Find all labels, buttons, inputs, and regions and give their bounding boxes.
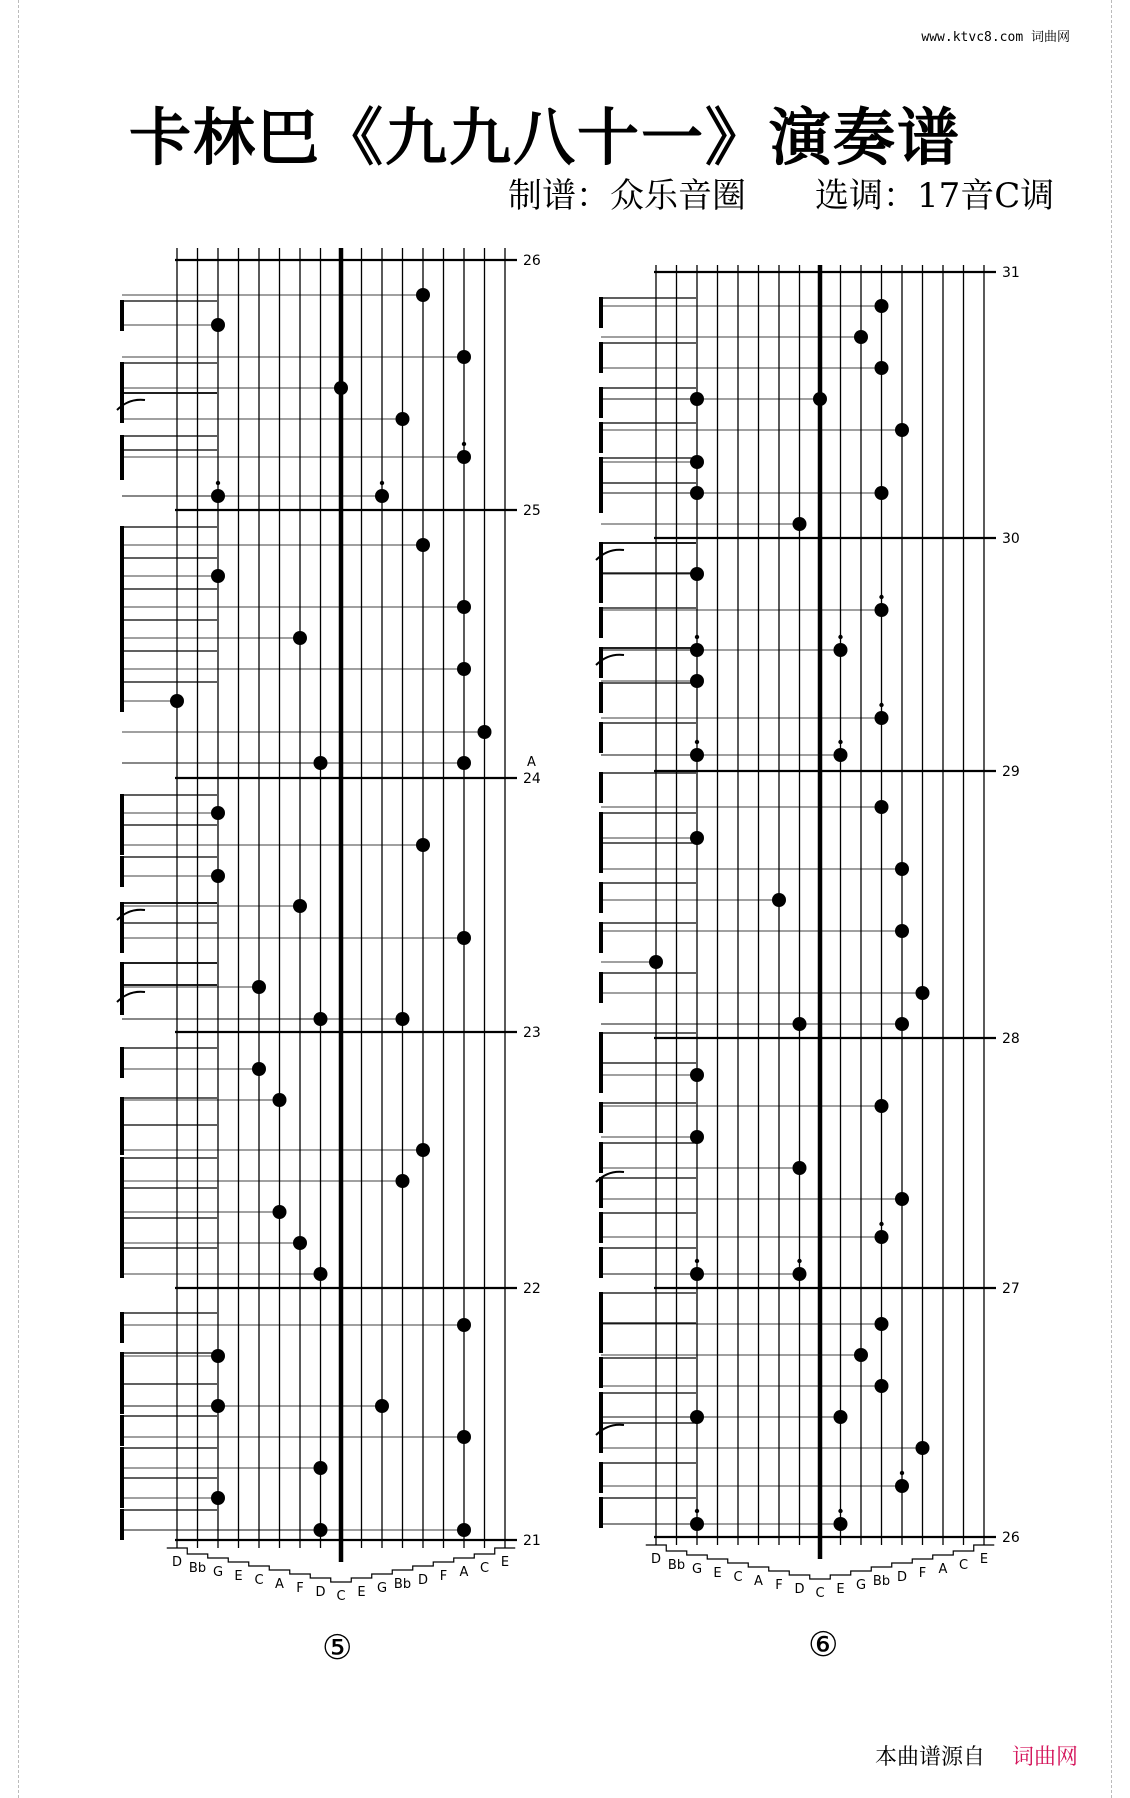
note-dot: [895, 1017, 909, 1031]
note-dot: [793, 1267, 807, 1281]
note-dot: [875, 361, 889, 375]
note-dot: [875, 299, 889, 313]
octave-dot: [216, 481, 220, 485]
tine-label: D: [650, 1552, 662, 1567]
panel-number-6: ⑥: [808, 1625, 839, 1665]
note-dot: [252, 980, 266, 994]
arranger-label: 制谱：众乐音圈: [508, 176, 746, 216]
tine-label: C: [479, 1561, 490, 1576]
note-dot: [457, 600, 471, 614]
octave-dot: [380, 481, 384, 485]
note-dot: [895, 924, 909, 938]
measure-number: 26: [1002, 1530, 1020, 1546]
note-dot: [211, 1491, 225, 1505]
note-dot: [690, 455, 704, 469]
note-dot: [252, 1062, 266, 1076]
note-dot: [690, 831, 704, 845]
octave-dot: [462, 442, 466, 446]
tine-label: G: [376, 1581, 388, 1596]
note-dot: [396, 1174, 410, 1188]
panel-number-5: ⑤: [322, 1628, 353, 1668]
tine-label: F: [918, 1566, 927, 1581]
tine-label: E: [836, 1582, 845, 1597]
note-dot: [457, 350, 471, 364]
octave-dot: [838, 635, 842, 639]
score-panel-6: [596, 265, 1020, 1601]
note-dot: [875, 1230, 889, 1244]
measure-number: 26: [523, 253, 541, 269]
note-dot: [211, 806, 225, 820]
note-dot: [457, 756, 471, 770]
note-dot: [457, 662, 471, 676]
octave-dot: [695, 1509, 699, 1513]
measure-number: 23: [523, 1025, 541, 1041]
note-dot: [895, 1479, 909, 1493]
measure-number: 21: [523, 1533, 541, 1549]
octave-dot: [695, 1259, 699, 1263]
note-dot: [314, 1267, 328, 1281]
tine-label: F: [775, 1578, 783, 1593]
tine-label: C: [254, 1573, 264, 1588]
note-dot: [416, 838, 430, 852]
tine-label: Bb: [188, 1561, 207, 1576]
octave-dot: [695, 635, 699, 639]
note-dot: [457, 1430, 471, 1444]
octave-dot: [900, 1471, 904, 1475]
note-dot: [854, 330, 868, 344]
note-dot: [416, 288, 430, 302]
note-dot: [293, 631, 307, 645]
tine-label: A: [459, 1565, 469, 1580]
note-dot: [895, 862, 909, 876]
tine-label: C: [336, 1589, 346, 1604]
measure-number: 27: [1002, 1281, 1020, 1297]
note-dot: [478, 725, 492, 739]
note-dot: [875, 800, 889, 814]
octave-dot: [695, 740, 699, 744]
site-name: 词曲网: [1030, 30, 1070, 45]
note-dot: [772, 893, 786, 907]
note-dot: [834, 643, 848, 657]
tine-label: C: [958, 1558, 969, 1573]
tine-label: C: [815, 1586, 825, 1601]
tine-label: F: [439, 1569, 448, 1584]
note-dot: [834, 748, 848, 762]
tine-label: D: [794, 1582, 805, 1597]
note-dot: [916, 986, 930, 1000]
note-dot: [895, 1192, 909, 1206]
note-dot: [793, 1161, 807, 1175]
tine-label: D: [417, 1573, 429, 1588]
note-dot: [793, 517, 807, 531]
tine-label: E: [979, 1552, 989, 1567]
note-dot: [854, 1348, 868, 1362]
tine-label: Bb: [393, 1577, 412, 1592]
tine-label: D: [171, 1555, 183, 1570]
tine-label: G: [212, 1565, 224, 1580]
octave-dot: [838, 1509, 842, 1513]
note-dot: [334, 381, 348, 395]
note-dot: [211, 869, 225, 883]
note-dot: [396, 1012, 410, 1026]
measure-number: 28: [1002, 1031, 1020, 1047]
note-dot: [211, 569, 225, 583]
tine-label: A: [938, 1562, 948, 1577]
note-dot: [875, 486, 889, 500]
site-url: www.ktvc8.com: [921, 30, 1024, 45]
octave-dot: [879, 595, 883, 599]
measure-number: 22: [523, 1281, 541, 1297]
tine-label: E: [713, 1566, 722, 1581]
note-dot: [690, 486, 704, 500]
tine-label: G: [691, 1562, 703, 1577]
note-dot: [375, 1399, 389, 1413]
tine-label: E: [500, 1555, 510, 1570]
note-dot: [314, 1461, 328, 1475]
measure-number: 24: [523, 771, 541, 787]
note-dot: [457, 1523, 471, 1537]
note-dot: [457, 931, 471, 945]
key-label: 选调：17音C调: [815, 176, 1055, 216]
note-dot: [170, 694, 184, 708]
note-dot: [457, 450, 471, 464]
tine-label: A: [275, 1577, 284, 1592]
note-dot: [690, 567, 704, 581]
note-dot: [875, 1379, 889, 1393]
note-dot: [875, 603, 889, 617]
note-dot: [293, 1236, 307, 1250]
note-dot: [875, 711, 889, 725]
tine-label: G: [855, 1578, 867, 1593]
note-dot: [875, 1099, 889, 1113]
note-dot: [457, 1318, 471, 1332]
footer-site: 词曲网: [1012, 1745, 1079, 1770]
note-dot: [273, 1205, 287, 1219]
measure-number: 29: [1002, 764, 1020, 780]
tine-label: C: [733, 1570, 743, 1585]
note-dot: [813, 392, 827, 406]
note-dot: [416, 1143, 430, 1157]
note-dot: [396, 412, 410, 426]
tine-label: A: [754, 1574, 763, 1589]
note-dot: [375, 489, 389, 503]
note-dot: [690, 674, 704, 688]
tine-label: E: [234, 1569, 243, 1584]
note-dot: [895, 423, 909, 437]
footer-source: 本曲谱源自: [875, 1745, 986, 1770]
note-dot: [211, 1349, 225, 1363]
octave-dot: [838, 740, 842, 744]
note-dot: [293, 899, 307, 913]
note-dot: [649, 955, 663, 969]
score-panel-5: [117, 248, 541, 1604]
octave-dot: [797, 1259, 801, 1263]
page-title: 卡林巴《九九八十一》演奏谱: [128, 101, 961, 174]
note-dot: [690, 1068, 704, 1082]
measure-number: 25: [523, 503, 541, 519]
tine-label: D: [896, 1570, 908, 1585]
tine-label: F: [296, 1581, 304, 1596]
note-dot: [211, 318, 225, 332]
note-dot: [416, 538, 430, 552]
tine-label: D: [315, 1585, 326, 1600]
octave-dot: [879, 1222, 883, 1226]
note-dot: [916, 1441, 930, 1455]
tine-label: Bb: [872, 1574, 891, 1589]
note-dot: [834, 1410, 848, 1424]
tine-label: E: [357, 1585, 366, 1600]
octave-dot: [879, 703, 883, 707]
note-dot: [273, 1093, 287, 1107]
note-dot: [690, 1130, 704, 1144]
note-dot: [875, 1317, 889, 1331]
note-dot: [834, 1517, 848, 1531]
measure-number: 31: [1002, 265, 1020, 281]
tine-label: Bb: [667, 1558, 686, 1573]
measure-number: 30: [1002, 531, 1020, 547]
tine-annotation: A: [527, 755, 536, 770]
